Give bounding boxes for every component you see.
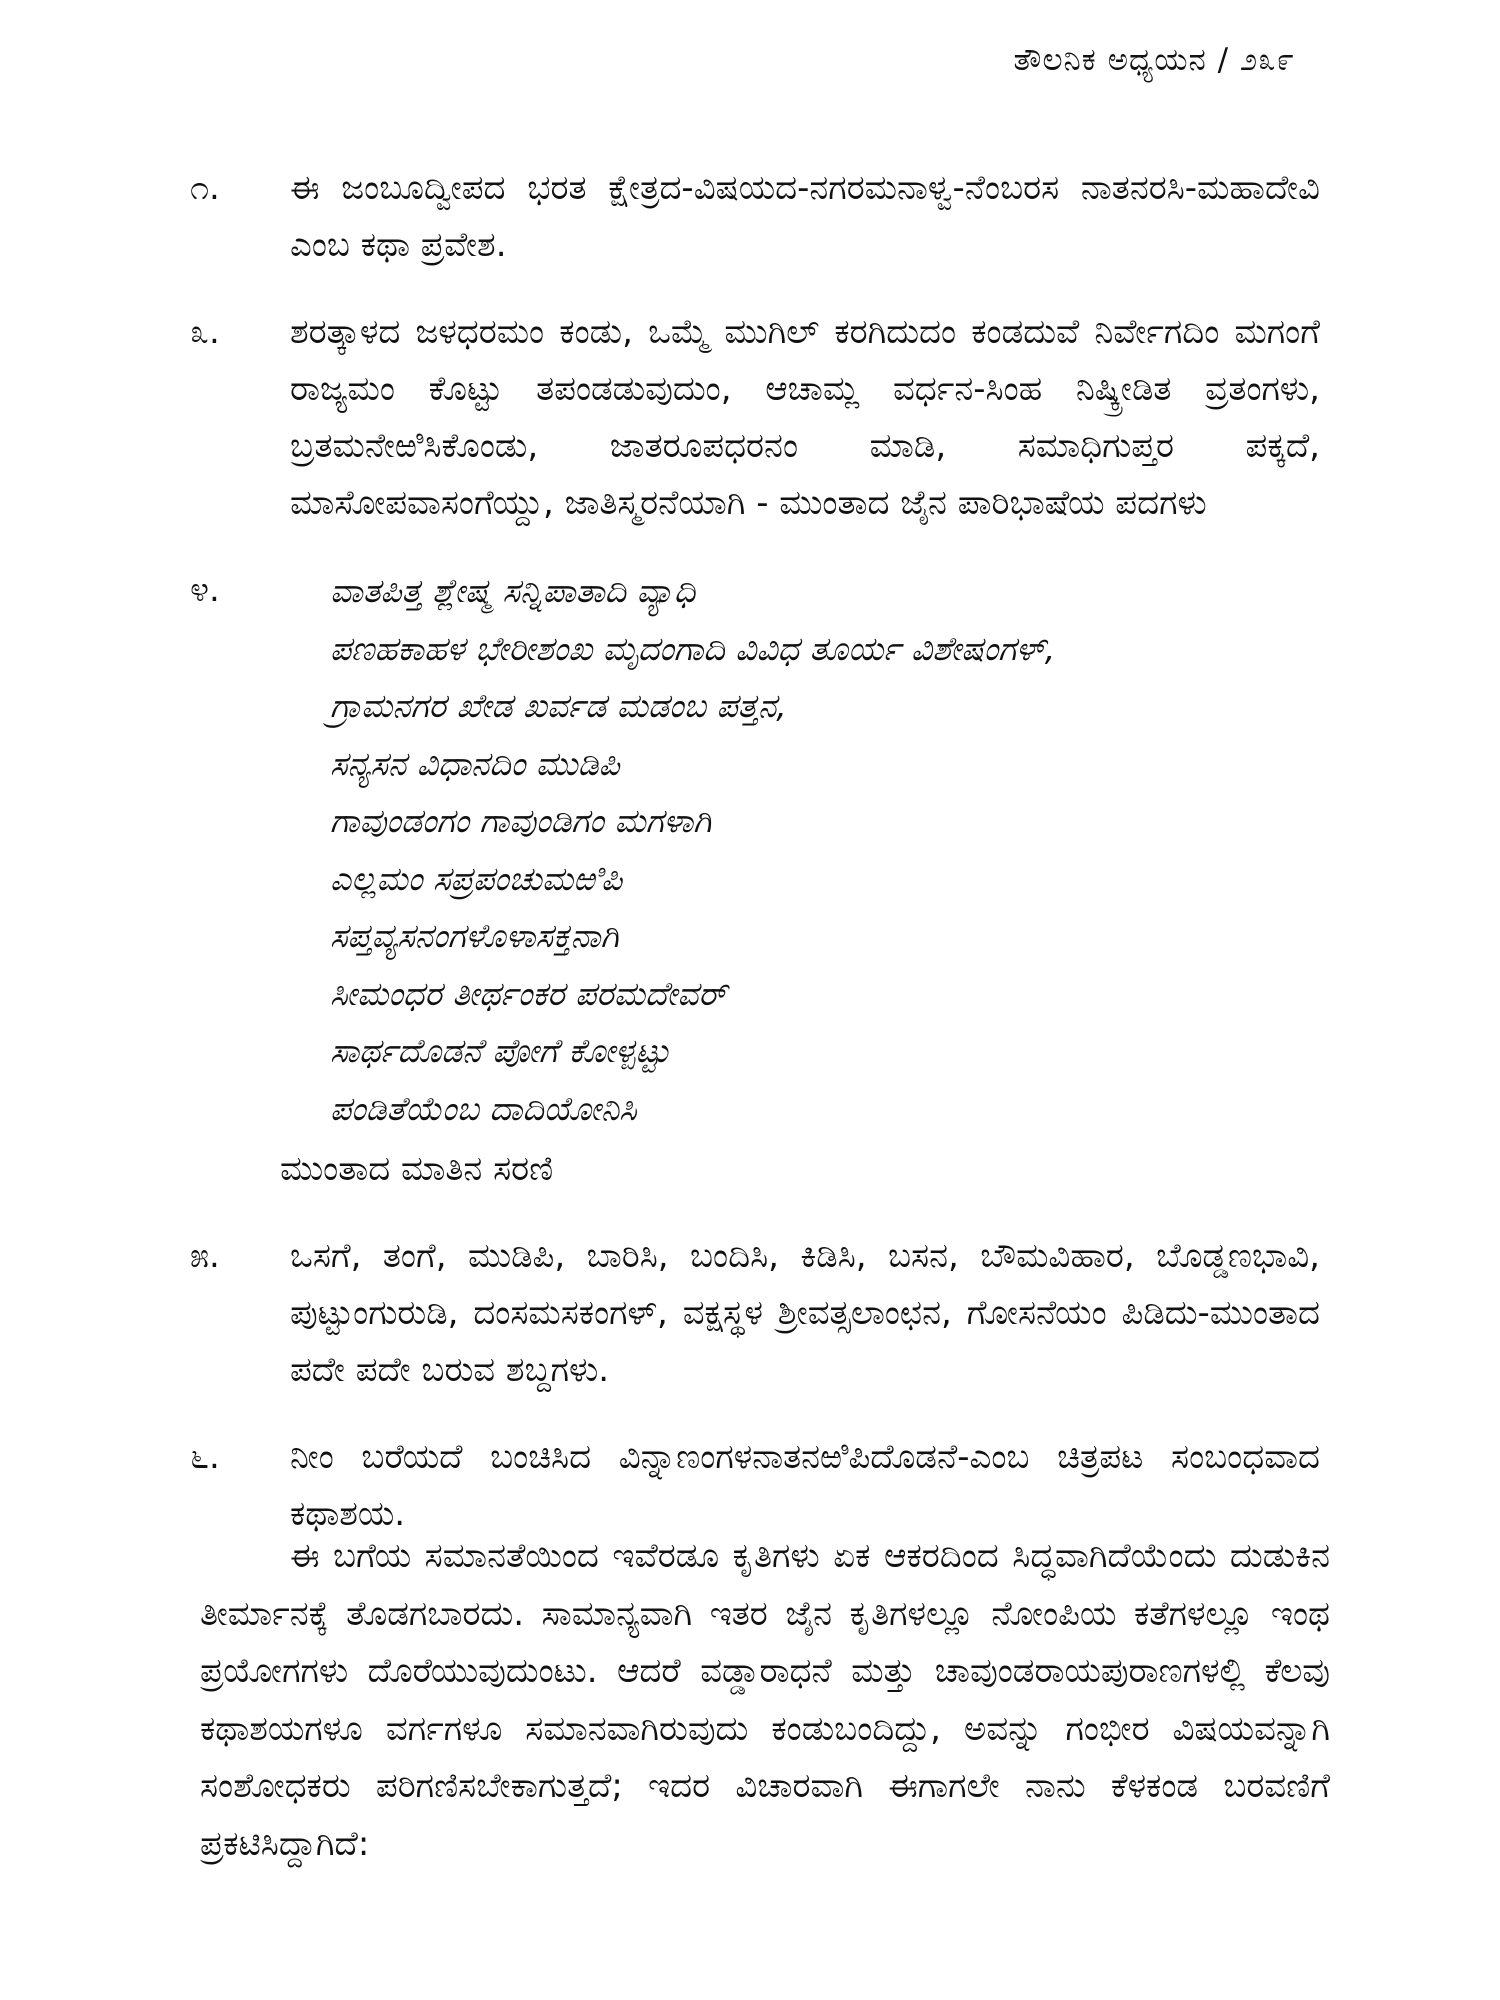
numbered-list	[190, 160, 1320, 1573]
item-number: ೩.	[190, 312, 220, 352]
verse-line: ಸಾರ್ಥದೊಡನೆ ಪೋಗೆ ಕೋಳ್ಪಟ್ಟು	[330, 1031, 671, 1070]
verse-block	[290, 562, 1320, 1137]
verse-line: ಗ್ರಾಮನಗರ ಖೇಡ ಖರ್ವಡ ಮಡಂಬ ಪತ್ತನ,	[330, 686, 787, 725]
item-text: ಒಸಗೆ, ತಂಗೆ, ಮುಡಿಪಿ, ಬಾರಿಸಿ, ಬಂದಿಸಿ, ಕಿಡಿಸಿ, ಬಸನ, ಬೌಮವಿಹಾರ, ಬೊಡ್ಡಣಭಾವಿ, ಪುಟ್ಟುಂಗುರುಡಿ, ದಂಸಮಸಕಂಗಳ್, ವಕ್ಷಸ್ಥಳ ಶ್ರೀವತ್ಸಲಾಂಛನ, ಗೋಸನೆಯಂ ಪಿಡಿದು-ಮುಂತಾದ ಪದೇ ಪದೇ ಬರುವ ಶಬ್ದಗಳು.	[290, 1236, 1320, 1390]
list-item	[190, 160, 1320, 274]
item-number: ೪.	[190, 570, 220, 610]
list-item	[190, 1228, 1320, 1399]
running-head: ತೌಲನಿಕ ಅಧ್ಯಯನ / ೨೩೯	[1013, 42, 1295, 78]
verse-line: ಗಾವುಂಡಂಗಂ ಗಾವುಂಡಿಗಂ ಮಗಳಾಗಿ	[330, 801, 712, 840]
body-paragraph: ಈ ಬಗೆಯ ಸಮಾನತೆಯಿಂದ ಇವೆರಡೂ ಕೃತಿಗಳು ಏಕ ಆಕರದಿಂದ ಸಿದ್ಧವಾಗಿದೆಯೆಂದು ದುಡುಕಿನ ತೀರ್ಮಾನಕ್ಕೆ ತೊಡಗಬಾರದು. ಸಾಮಾನ್ಯವಾಗಿ ಇತರ ಜೈನ ಕೃತಿಗಳಲ್ಲೂ ನೋಂಪಿಯ ಕತೆಗಳಲ್ಲೂ ಇಂಥ ಪ್ರಯೋಗಗಳು ದೊರೆಯುವುದುಂಟು. ಆದರೆ ವಡ್ಡಾರಾಧನೆ ಮತ್ತು ಚಾವುಂಡರಾಯಪುರಾಣಗಳಲ್ಲಿ ಕೆಲವು ಕಥಾಶಯಗಳೂ ವರ್ಗಗಳೂ ಸಮಾನವಾಗಿರುವುದು ಕಂಡುಬಂದಿದ್ದು, ಅವನ್ನು ಗಂಭೀರ ವಿಷಯವನ್ನಾಗಿ ಸಂಶೋಧಕರು ಪರಿಗಣಿಸಬೇಕಾಗುತ್ತದೆ; ಇದರ ವಿಚಾರವಾಗಿ ಈಗಾಗಲೇ ನಾನು ಕೆಳಕಂಡ ಬರವಣಿಗೆ ಪ್ರಕಟಿಸಿದ್ದಾಗಿದೆ:	[200, 1536, 1330, 1864]
verse-line: ಸಪ್ತವ್ಯಸನಂಗಳೊಳಾಸಕ್ತನಾಗಿ	[330, 916, 619, 955]
item-text: ಶರತ್ಕಾಳದ ಜಳಧರಮಂ ಕಂಡು, ಒಮ್ಮೆ ಮುಗಿಲ್ ಕರಗಿದುದಂ ಕಂಡದುವೆ ನಿರ್ವೇಗದಿಂ ಮಗಂಗೆ ರಾಜ್ಯಮಂ ಕೊಟ್ಟು ತಪಂಡಡುವುದುಂ, ಆಚಾಮ್ಲ ವರ್ಧನ-ಸಿಂಹ ನಿಷ್ಕ್ರೀಡಿತ ವ್ರತಂಗಳು, ಬ್ರತಮನೇಱಿಸಿಕೊಂಡು, ಜಾತರೂಪಧರನಂ ಮಾಡಿ, ಸಮಾಧಿಗುಪ್ತರ ಪಕ್ಕದೆ, ಮಾಸೋಪವಾಸಂಗೆಯ್ದು, ಜಾತಿಸ್ಮರನೆಯಾಗಿ - ಮುಂತಾದ ಜೈನ ಪಾರಿಭಾಷೆಯ ಪದಗಳು	[290, 312, 1320, 523]
verse-list-item	[190, 562, 1320, 1198]
verse-line: ಸನ್ಯಸನ ವಿಧಾನದಿಂ ಮುಡಿಪಿ	[330, 743, 620, 783]
verse-line: ಪಂಡಿತೆಯೆಂಬ ದಾದಿಯೋನಿಸಿ	[330, 1088, 637, 1128]
item-text: ನೀಂ ಬರೆಯದೆ ಬಂಚಿಸಿದ ವಿನ್ನಾಣಂಗಳನಾತನಱಿಪಿದೊಡನೆ-ಎಂಬ ಚಿತ್ರಪಟ ಸಂಬಂಧವಾದ ಕಥಾಶಯ.	[290, 1437, 1320, 1534]
verse-line: ಎಲ್ಲಮಂ ಸಪ್ರಪಂಚುಮಱಿಪಿ	[330, 858, 623, 898]
list-item	[190, 1429, 1320, 1543]
verse-line: ಸೀಮಂಧರ ತೀರ್ಥಂಕರ ಪರಮದೇವರ್	[330, 973, 727, 1013]
verse-line: ವಾತಪಿತ್ತ ಶ್ಲೇಷ್ಮ ಸನ್ನಿಪಾತಾದಿ ವ್ಯಾಧಿ	[330, 571, 696, 610]
item-number: ೧.	[190, 168, 220, 208]
verse-closing-text: ಮುಂತಾದ ಮಾತಿನ ಸರಣಿ	[280, 1149, 554, 1189]
item-text: ಈ ಜಂಬೂದ್ವೀಪದ ಭರತ ಕ್ಷೇತ್ರದ-ವಿಷಯದ-ನಗರಮನಾಳ್ವ-ನೆಂಬರಸ ನಾತನರಸಿ-ಮಹಾದೇವಿ ಎಂಬ ಕಥಾ ಪ್ರವೇಶ.	[290, 168, 1320, 265]
item-number: ೬.	[190, 1437, 220, 1477]
verse-line: ಪಣಹಕಾಹಳ ಭೇರೀಶಂಖ ಮೃದಂಗಾದಿ ವಿವಿಧ ತೂರ್ಯ ವಿಶೇಷಂಗಳ್,	[330, 628, 1056, 668]
item-number: ೫.	[190, 1236, 220, 1276]
list-item	[190, 304, 1320, 532]
